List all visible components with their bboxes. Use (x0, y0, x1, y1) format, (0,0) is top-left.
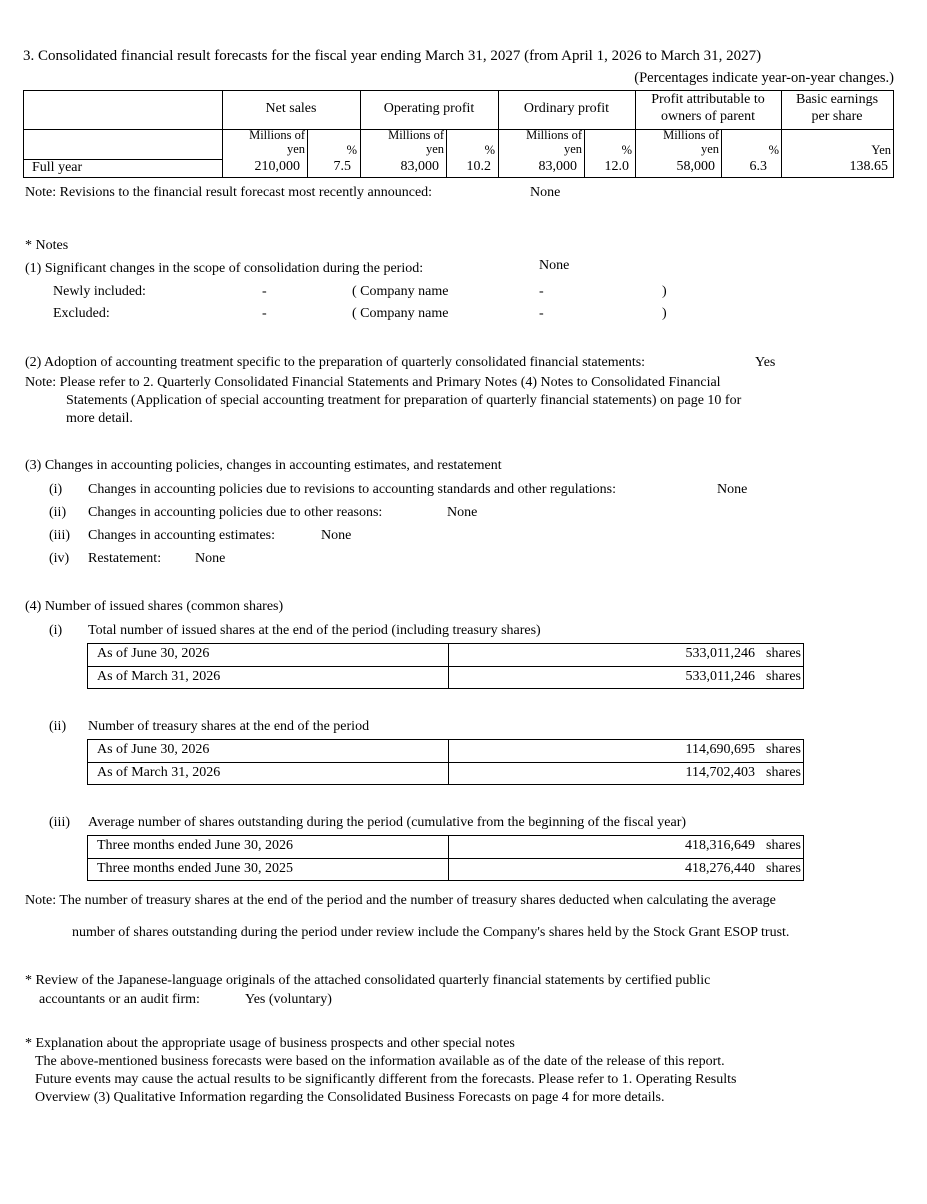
note4-title: (4) Number of issued shares (common shares) (25, 599, 284, 614)
row-label-full-year: Full year (32, 160, 83, 175)
shares-note-line2: number of shares outstanding during the period under review include the Company's shares held by the Stock Grant ESOP trust. (72, 925, 790, 940)
unit-profit-attributable-pct: % (768, 143, 779, 157)
col-profit-attributable-line1: Profit attributable to (651, 92, 765, 107)
forecast-heading: 3. Consolidated financial result forecasts for the fiscal year ending March 31, 2027 (from April 1, 2026 to March 31, 2027) (23, 48, 762, 64)
newly-included-company-dash: - (539, 284, 544, 299)
row-label: As of March 31, 2026 (97, 765, 221, 780)
value-net-sales-pct: 7.5 (333, 159, 351, 174)
row-unit: shares (766, 765, 801, 780)
col-eps-line1: Basic earnings (795, 92, 879, 107)
excluded-dash: - (262, 306, 267, 321)
unit-eps: Yen (871, 143, 891, 157)
excluded-close: ) (662, 306, 667, 321)
note3-item-value: None (447, 505, 478, 520)
average-shares-table (87, 835, 804, 881)
row-label: Three months ended June 30, 2025 (97, 861, 293, 876)
table-row (88, 644, 803, 666)
table-row (88, 740, 803, 762)
note2-detail-line1: Note: Please refer to 2. Quarterly Consolidated Financial Statements and Primary Notes (4) Notes to Consolidated Financial (25, 375, 721, 390)
unit-ordinary-profit-pct: % (621, 143, 632, 157)
note3-item-num: (i) (49, 482, 63, 497)
note4-i-num: (i) (49, 623, 63, 638)
note3-item-value: None (717, 482, 748, 497)
row-unit: shares (766, 861, 801, 876)
note2-detail-line2: Statements (Application of special accounting treatment for preparation of quarterly financial statements) on page 10 for (66, 393, 742, 408)
note3-item-label: Restatement: (88, 551, 162, 566)
table-row (88, 836, 803, 858)
note4-iii-num: (iii) (49, 815, 70, 830)
value-profit-attributable: 58,000 (676, 159, 715, 174)
note1-value: None (539, 258, 570, 273)
explanation-line3: Overview (3) Qualitative Information regarding the Consolidated Business Forecasts on page 4 for more details. (35, 1090, 665, 1105)
note3-item-label: Changes in accounting policies due to other reasons: (88, 505, 383, 520)
col-profit-attributable-line2: owners of parent (660, 108, 756, 124)
unit-operating-profit-pct: % (484, 143, 495, 157)
excluded-company: ( Company name (352, 306, 449, 321)
value-ordinary-profit: 83,000 (538, 159, 577, 174)
row-unit: shares (766, 646, 801, 661)
note4-iii-title: Average number of shares outstanding during the period (cumulative from the beginning of the fiscal year) (88, 815, 687, 830)
value-operating-profit: 83,000 (400, 159, 439, 174)
value-profit-attributable-pct: 6.3 (749, 159, 767, 174)
note3-item-label: Changes in accounting estimates: (88, 528, 276, 543)
note4-ii-num: (ii) (49, 719, 67, 734)
note4-i-title: Total number of issued shares at the end of the period (including treasury shares) (88, 623, 541, 638)
explanation-line2: Future events may cause the actual results to be significantly different from the forecasts. Please refer to 1. Operating Results (35, 1072, 737, 1087)
issued-shares-table (87, 643, 804, 689)
note3-item-num: (iii) (49, 528, 70, 543)
value-eps: 138.65 (849, 159, 888, 174)
excluded-company-dash: - (539, 306, 544, 321)
row-label: As of March 31, 2026 (97, 669, 221, 684)
unit-profit-attributable: Millions of yen (663, 128, 719, 157)
table-row (88, 858, 803, 880)
note3-item-num: (ii) (49, 505, 67, 520)
row-unit: shares (766, 742, 801, 757)
row-value: 533,011,246 (685, 669, 755, 684)
note2-title: (2) Adoption of accounting treatment specific to the preparation of quarterly consolidated financial statements: (25, 355, 646, 370)
row-label: As of June 30, 2026 (97, 646, 210, 661)
note3-item-num: (iv) (49, 551, 70, 566)
unit-operating-profit: Millions of yen (388, 128, 444, 157)
row-label: As of June 30, 2026 (97, 742, 210, 757)
excluded-label: Excluded: (53, 306, 110, 321)
notes-title: * Notes (25, 238, 69, 253)
note3-item-value: None (321, 528, 352, 543)
review-label: accountants or an audit firm: (39, 992, 200, 1007)
col-operating-profit: Operating profit (383, 101, 475, 116)
col-eps (781, 92, 893, 126)
col-profit-attributable (635, 92, 781, 126)
note2-value: Yes (755, 355, 776, 370)
row-value: 533,011,246 (685, 646, 755, 661)
note3-title: (3) Changes in accounting policies, changes in accounting estimates, and restatement (25, 458, 502, 473)
unit-ordinary-profit: Millions of yen (526, 128, 582, 157)
value-operating-profit-pct: 10.2 (466, 159, 491, 174)
col-net-sales: Net sales (265, 101, 317, 116)
col-eps-line2: per share (811, 108, 863, 124)
revision-note: Note: Revisions to the financial result forecast most recently announced: (25, 185, 433, 200)
row-value: 114,690,695 (685, 742, 755, 757)
row-value: 418,276,440 (685, 861, 755, 876)
row-unit: shares (766, 669, 801, 684)
newly-included-company: ( Company name (352, 284, 449, 299)
review-line1: * Review of the Japanese-language originals of the attached consolidated quarterly financial statements by certified public (25, 973, 711, 988)
shares-note-line1: Note: The number of treasury shares at the end of the period and the number of treasury shares deducted when calculating the average (25, 893, 776, 908)
value-ordinary-profit-pct: 12.0 (604, 159, 629, 174)
col-ordinary-profit: Ordinary profit (523, 101, 610, 116)
review-value: Yes (voluntary) (245, 992, 332, 1007)
note1-title: (1) Significant changes in the scope of consolidation during the period: (25, 261, 424, 276)
note3-item-label: Changes in accounting policies due to revisions to accounting standards and other regulations: (88, 482, 616, 497)
explanation-title: * Explanation about the appropriate usage of business prospects and other special notes (25, 1036, 515, 1051)
value-net-sales: 210,000 (254, 159, 300, 174)
row-unit: shares (766, 838, 801, 853)
table-row (88, 762, 803, 784)
newly-included-dash: - (262, 284, 267, 299)
treasury-shares-table (87, 739, 804, 785)
row-value: 114,702,403 (685, 765, 755, 780)
unit-net-sales-pct: % (346, 143, 357, 157)
note4-ii-title: Number of treasury shares at the end of the period (88, 719, 370, 734)
unit-net-sales: Millions of yen (249, 128, 305, 157)
newly-included-label: Newly included: (53, 284, 146, 299)
explanation-line1: The above-mentioned business forecasts were based on the information available as of the date of the release of this report. (35, 1054, 725, 1069)
newly-included-close: ) (662, 284, 667, 299)
row-label: Three months ended June 30, 2026 (97, 838, 293, 853)
note3-item-value: None (195, 551, 226, 566)
revision-value: None (530, 185, 561, 200)
row-value: 418,316,649 (685, 838, 755, 853)
percent-note: (Percentages indicate year-on-year changes.) (634, 70, 894, 86)
table-row (88, 666, 803, 688)
forecast-table (23, 90, 894, 178)
note2-detail-line3: more detail. (66, 411, 133, 426)
